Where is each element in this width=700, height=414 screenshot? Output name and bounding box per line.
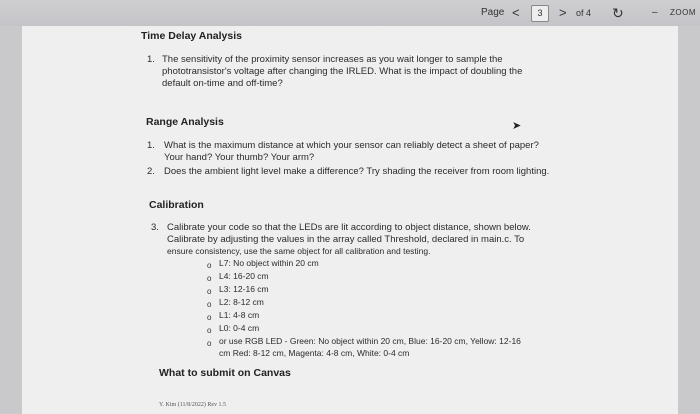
question-number: 3. [151, 222, 159, 233]
list-item-continuation: cm Red: 8-12 cm, Magenta: 4-8 cm, White: 0-4 cm [219, 348, 410, 358]
section-heading-time-delay: Time Delay Analysis [141, 30, 242, 42]
zoom-out-button[interactable]: – [652, 7, 658, 18]
list-item: L0: 0-4 cm [219, 323, 260, 333]
bullet-icon: o [207, 313, 212, 322]
bullet-icon: o [207, 261, 212, 270]
pdf-toolbar [0, 0, 700, 26]
question-line: Your hand? Your thumb? Your arm? [164, 152, 315, 163]
bullet-icon: o [207, 326, 212, 335]
list-item: L7: No object within 20 cm [219, 258, 319, 268]
list-item: L4: 16-20 cm [219, 271, 269, 281]
question-number: 2. [147, 166, 155, 177]
question-line: Calibrate by adjusting the values in the array called Threshold, declared in main.c. To [167, 234, 525, 245]
question-line: Does the ambient light level make a difference? Try shading the receiver from room lighting. [164, 166, 550, 177]
question-line: Calibrate your code so that the LEDs are lit according to object distance, shown below. [167, 222, 531, 233]
question-number: 1. [147, 140, 155, 151]
question-line: What is the maximum distance at which your sensor can reliably detect a sheet of paper? [164, 140, 539, 151]
mouse-cursor-icon: ➤ [512, 120, 522, 132]
bullet-icon: o [207, 274, 212, 283]
list-item: or use RGB LED - Green: No object within 20 cm, Blue: 16-20 cm, Yellow: 12-16 [219, 336, 521, 346]
section-heading-range: Range Analysis [146, 116, 224, 128]
page-number-input[interactable]: 3 [531, 5, 549, 22]
prev-page-button[interactable]: < [512, 5, 520, 20]
section-heading-calibration: Calibration [149, 199, 204, 211]
page-shadow-left [0, 26, 22, 414]
page-shadow-right [678, 26, 700, 414]
question-number: 1. [147, 54, 155, 65]
page-count: of 4 [576, 8, 592, 18]
list-item: L2: 8-12 cm [219, 297, 264, 307]
next-page-button[interactable]: > [559, 5, 567, 20]
question-line: phototransistor's voltage after changing the IRLED. What is the impact of doubling the [162, 66, 523, 77]
list-item: L3: 12-16 cm [219, 284, 269, 294]
question-line: default on-time and off-time? [162, 78, 283, 89]
zoom-label[interactable]: ZOOM [670, 8, 696, 17]
bullet-icon: o [207, 300, 212, 309]
page-label: Page [481, 7, 505, 18]
section-heading-submit: What to submit on Canvas [159, 367, 291, 379]
bullet-icon: o [207, 287, 212, 296]
list-item: L1: 4-8 cm [219, 310, 260, 320]
refresh-icon[interactable]: ↻ [612, 5, 624, 21]
document-footer: Y. Kim (11/8/2022) Rev 1.5 [159, 402, 226, 408]
question-line: ensure consistency, use the same object for all calibration and testing. [167, 246, 431, 256]
question-line: The sensitivity of the proximity sensor increases as you wait longer to sample the [162, 54, 503, 65]
bullet-icon: o [207, 339, 212, 348]
